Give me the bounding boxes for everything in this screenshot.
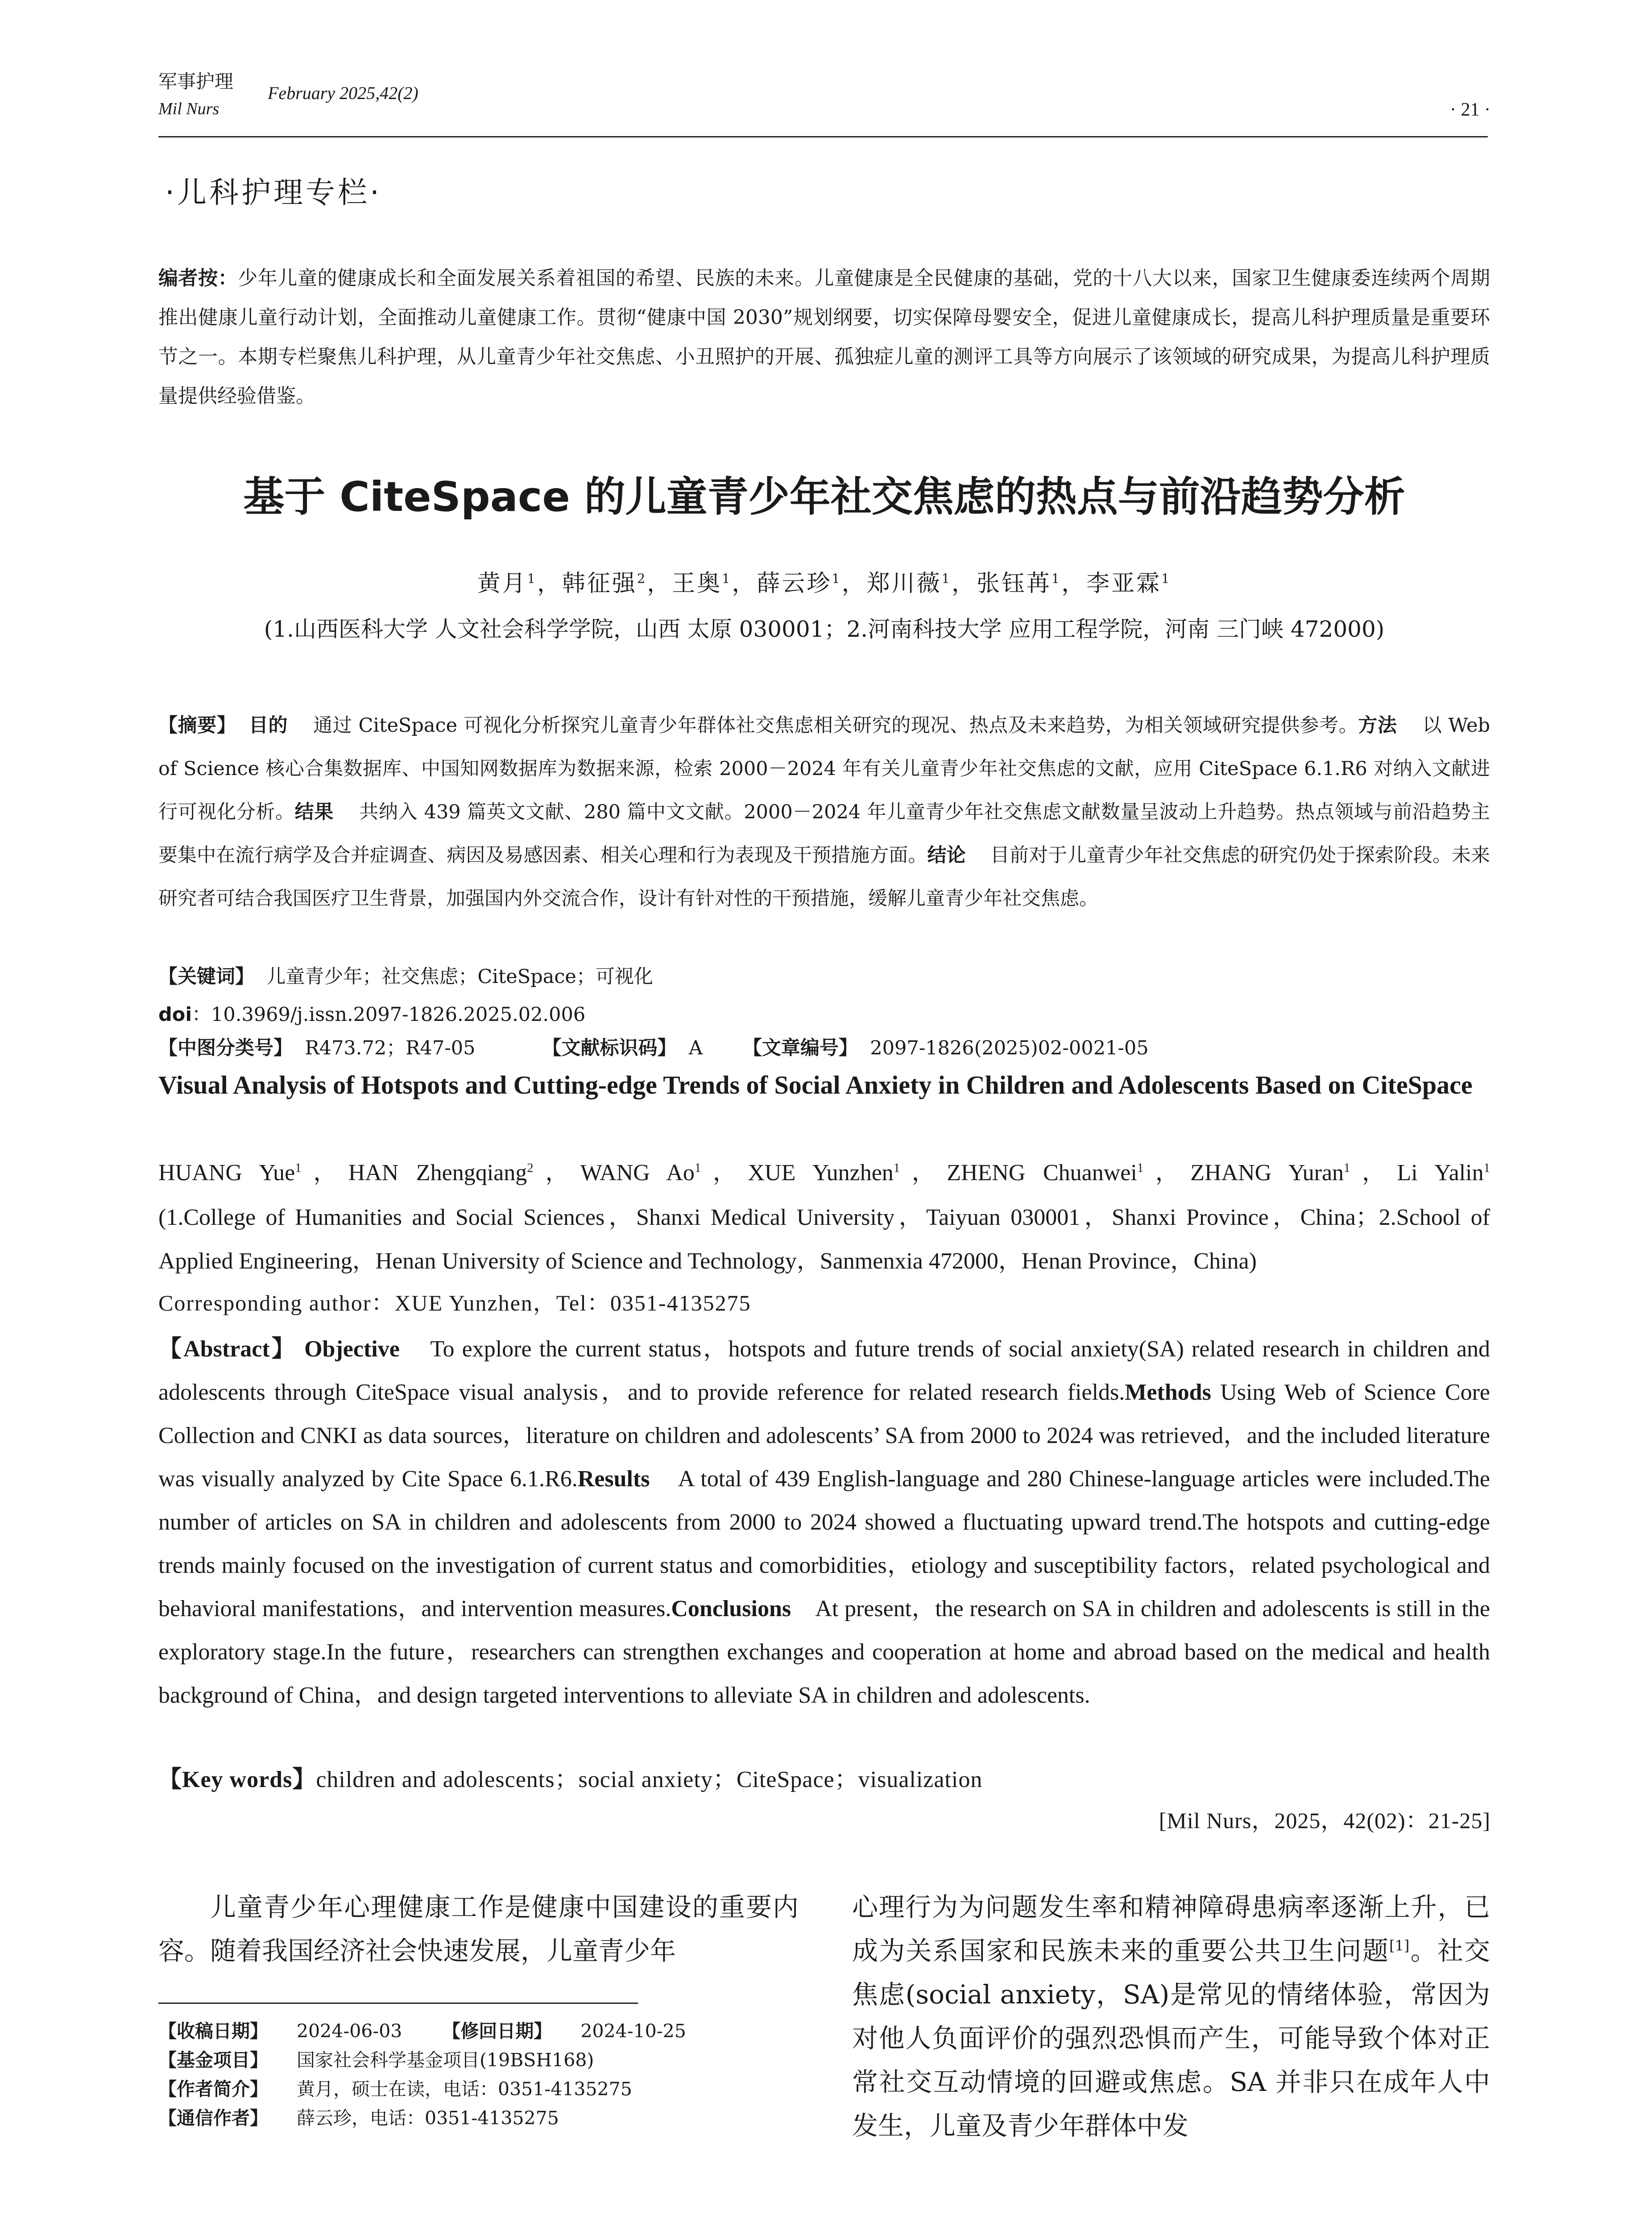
doc-code-value: A — [688, 1037, 703, 1059]
keywords-cn — [158, 962, 653, 989]
editor-note — [158, 259, 1490, 416]
methods-en-label: Methods — [1125, 1380, 1211, 1405]
classification-row — [158, 1033, 1149, 1060]
affiliation: (1.山西医科大学 人文社会科学学院，山西 太原 030001；2.河南科技大学 应用工程学院，河南 三门峡 472000) — [264, 616, 1385, 642]
abstract-label: 【摘要】 — [158, 714, 236, 737]
reference-marker: [1] — [1389, 1937, 1410, 1954]
body-paragraph: 心理行为为问题发生率和精神障碍患病率逐渐上升，已成为关系国家和民族未来的重要公共卫生问题[1]。社交焦虑(social anxiety，SA)是常见的情绪体验，常因为对他人负面评价的强烈恐惧而产生，可能导致个体对正常社交互动情境的回避或焦虑。SA 并非只在成年人中发生，儿童及青少年群体中发 — [852, 1892, 1490, 2141]
keywords-en-label: 【Key words】 — [158, 1767, 316, 1792]
keywords-label: 【关键词】 — [158, 966, 254, 988]
author: 张钰苒$^1$ — [976, 570, 1062, 597]
footnote-dates: 【收稿日期】 2024-06-03 【修回日期】 2024-10-25 — [158, 2020, 686, 2042]
objective-en-text: To explore the current status，hotspots and future trends of social anxiety(SA) related research in children and adolescents through CiteSpace visual analysis，and to provide reference for related research fields. — [158, 1336, 1491, 1405]
article-number-label: 【文章编号】 — [742, 1037, 858, 1059]
abstract-en-label: 【Abstract】 — [158, 1336, 297, 1362]
objective-en-label: Objective — [304, 1336, 400, 1362]
author: XUE Yunzhen$^1$ — [748, 1160, 900, 1186]
clc-label: 【中图分类号】 — [158, 1037, 293, 1059]
results-label: 结果 — [294, 801, 334, 823]
header-rule — [158, 136, 1488, 137]
body-column-right — [852, 1885, 1490, 2148]
journal-name-cn: 军事护理 — [158, 70, 234, 92]
keywords-en-text: children and adolescents；social anxiety；CiteSpace；visualization — [316, 1767, 983, 1792]
author: Li Yalin$^1$ — [1397, 1160, 1490, 1186]
article-number-value: 2097-1826(2025)02-0021-05 — [870, 1037, 1149, 1059]
author: 韩征强$^2$ — [562, 570, 647, 597]
conclusions-en-label: Conclusions — [671, 1596, 791, 1621]
conclusions-en-text: At present，the research on SA in children and adolescents is still in the exploratory stage.In the future，researchers can strengthen exchanges and cooperation at home and abroad based on the medical and health background of China，and design targeted interventions to alleviate SA in children and adolescents. — [158, 1596, 1490, 1708]
conclusions-text: 目前对于儿童青少年社交焦虑的研究仍处于探索阶段。未来研究者可结合我国医疗卫生背景，加强国内外交流合作，设计有针对性的干预措施，缓解儿童青少年社交焦虑。 — [158, 844, 1491, 910]
author: WANG Ao$^1$ — [580, 1160, 701, 1186]
editor-note-label: 编者按： — [158, 267, 238, 290]
footnotes — [158, 2017, 686, 2133]
body-column-left — [158, 1885, 799, 1973]
results-en-text: A total of 439 English-language and 280 Chinese-language articles were included.The number of articles on SA in children and adolescents from 2000 to 2024 showed a fluctuating upward trend.The hotspots and cutting-edge trends mainly focused on the investigation of current status and comorbidities，etiology and susceptibility factors，related psychological and behavioral manifestations，and intervention measures. — [158, 1466, 1490, 1621]
results-text: 共纳入 439 篇英文文献、280 篇中文文献。2000－2024 年儿童青少年社交焦虑文献数量呈波动上升趋势。热点领域与前沿趋势主要集中在流行病学及合并症调查、病因及易感因素、相关心理和行为表现及干预措施方面。 — [158, 801, 1491, 867]
objective-label: 目的 — [248, 714, 288, 737]
keywords-text: 儿童青少年；社交焦虑；CiteSpace；可视化 — [266, 966, 653, 988]
methods-text: 以 Web of Science 核心合集数据库、中国知网数据库为数据来源，检索 2000－2024 年有关儿童青少年社交焦虑的文献，应用 CiteSpace 6.1.R6 对纳入文献进行可视化分析。 — [158, 714, 1491, 823]
footnote-fund: 【基金项目】 国家社会科学基金项目(19BSH168) — [158, 2049, 594, 2071]
methods-label: 方法 — [1358, 714, 1397, 737]
author: ZHENG Chuanwei$^1$ — [947, 1160, 1144, 1186]
doc-code-label: 【文献标识码】 — [542, 1037, 677, 1059]
author: 王奥$^1$ — [672, 570, 732, 597]
author: 薛云珍$^1$ — [757, 570, 842, 597]
results-en-label: Results — [577, 1466, 650, 1492]
doi-label: doi — [158, 1004, 192, 1026]
citation: [Mil Nurs，2025，42(02)：21-25] — [1159, 1808, 1491, 1833]
footnote-rule — [158, 2003, 638, 2004]
author: 李亚霖$^1$ — [1086, 570, 1172, 597]
abstract-en — [158, 1327, 1490, 1717]
page-number: · 21 · — [1450, 100, 1491, 120]
footnote-author: 【作者简介】 黄月，硕士在读，电话：0351-4135275 — [158, 2078, 632, 2100]
abstract-cn — [158, 704, 1490, 921]
keywords-en — [158, 1760, 982, 1794]
doi-value: ：10.3969/j.issn.2097-1826.2025.02.006 — [192, 1004, 586, 1026]
clc-value: R473.72；R47-05 — [305, 1037, 476, 1059]
english-title: Visual Analysis of Hotspots and Cutting-edge Trends of Social Anxiety in Children and Adolescents Based on CiteSpace — [158, 1070, 1473, 1099]
journal-name-en: Mil Nurs — [158, 100, 219, 118]
author: HUANG Yue$^1$ — [158, 1160, 302, 1186]
author: HAN Zhengqiang$^2$ — [348, 1160, 534, 1186]
objective-text: 通过 CiteSpace 可视化分析探究儿童青少年群体社交焦虑相关研究的现况、热点及未来趋势，为相关领域研究提供参考。 — [313, 714, 1358, 737]
editor-note-text: 少年儿童的健康成长和全面发展关系着祖国的希望、民族的未来。儿童健康是全民健康的基础，党的十八大以来，国家卫生健康委连续两个周期推出健康儿童行动计划，全面推动儿童健康工作。贯彻“健康中国 2030”规划纲要，切实保障母婴安全，促进儿童健康成长，提高儿科护理质量是重要环节之一。本期专栏聚焦儿科护理，从儿童青少年社交焦虑、小丑照护的开展、孤独症儿童的测评工具等方向展示了该领域的研究成果，为提高儿科护理质量提供经验借鉴。 — [158, 267, 1491, 407]
english-affiliation: (1.College of Humanities and Social Sciences，Shanxi Medical University，Taiyuan 030001，Shanxi Province，China；2.School of Applied Engineering，Henan University of Science and Technology，Sanmenxia 472000，Henan Province，China) — [158, 1205, 1490, 1274]
author: 郑川薇$^1$ — [866, 570, 952, 597]
article-title: 基于 CiteSpace 的儿童青少年社交焦虑的热点与前沿趋势分析 — [243, 473, 1405, 521]
conclusions-label: 结论 — [927, 844, 966, 867]
author: 黄月$^1$ — [477, 570, 537, 597]
column-tag: ·儿科护理专栏· — [165, 175, 382, 210]
body-paragraph: 儿童青少年心理健康工作是健康中国建设的重要内容。随着我国经济社会快速发展，儿童青少年 — [158, 1892, 799, 1966]
doi — [158, 999, 585, 1027]
methods-en-text: Using Web of Science Core Collection and CNKI as data sources，literature on children and adolescents’ SA from 2000 to 2024 was retrieved，and the included literature was visually analyzed by Cite Space 6.1.R6. — [158, 1380, 1491, 1492]
corresponding-author: Corresponding author：XUE Yunzhen，Tel：0351-4135275 — [158, 1290, 751, 1315]
english-author-list: HUANG Yue$^1$，HAN Zhengqiang$^2$，WANG Ao$^1$，XUE Yunzhen$^1$，ZHENG Chuanwei$^1$，ZHANG Yuran$^1$，Li Yalin$^1$ — [158, 1160, 1490, 1186]
author-list: 黄月$^1$，韩征强$^2$，王奥$^1$，薛云珍$^1$，郑川薇$^1$，张钰苒$^1$，李亚霖$^1$ — [477, 570, 1172, 597]
issue-info: February 2025,42(2) — [268, 83, 418, 103]
footnote-corresponding: 【通信作者】 薛云珍，电话：0351-4135275 — [158, 2107, 559, 2129]
author: ZHANG Yuran$^1$ — [1190, 1160, 1350, 1186]
